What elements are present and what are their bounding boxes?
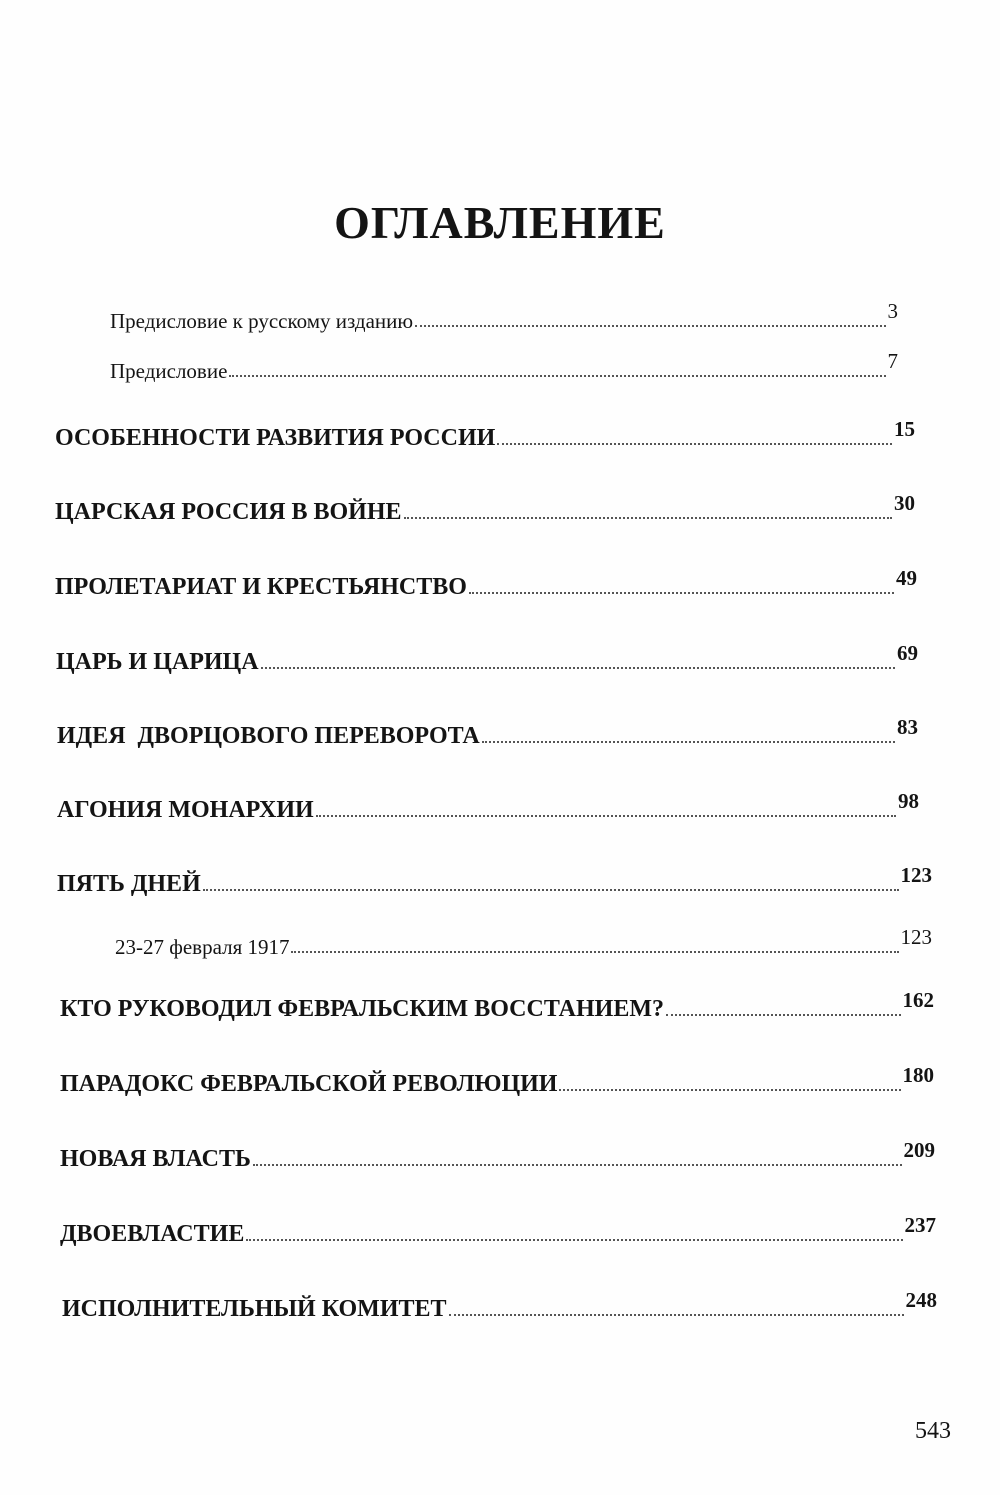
toc-entry bbox=[60, 989, 934, 1023]
toc-entry-label: Предисловие к русскому изданию bbox=[110, 309, 414, 333]
dot-leader bbox=[469, 592, 894, 594]
dot-leader bbox=[316, 815, 896, 817]
toc-entry-page: 237 bbox=[904, 1213, 936, 1237]
toc-entry-page: 83 bbox=[897, 715, 918, 739]
dot-leader bbox=[261, 667, 895, 669]
toc-entry-label: ПЯТЬ ДНЕЙ bbox=[57, 871, 201, 897]
toc-entry-page: 209 bbox=[903, 1138, 935, 1162]
toc-entry bbox=[57, 790, 919, 824]
dot-leader bbox=[559, 1089, 900, 1091]
toc-entry bbox=[55, 492, 915, 526]
toc-entry-page: 248 bbox=[905, 1288, 937, 1312]
page-title: ОГЛАВЛЕНИЕ bbox=[334, 197, 666, 248]
toc-entry-page: 3 bbox=[887, 299, 898, 323]
dot-leader bbox=[203, 889, 899, 891]
toc-entry-label: АГОНИЯ МОНАРХИИ bbox=[57, 797, 314, 823]
toc-entry-label: ЦАРЬ И ЦАРИЦА bbox=[56, 649, 259, 675]
toc-entry bbox=[55, 418, 915, 452]
toc-entry-page: 49 bbox=[896, 566, 917, 590]
toc-entry bbox=[55, 567, 917, 601]
toc-entry-label: КТО РУКОВОДИЛ ФЕВРАЛЬСКИМ ВОССТАНИЕМ? bbox=[60, 996, 664, 1022]
toc-entry bbox=[56, 642, 918, 676]
dot-leader bbox=[404, 517, 892, 519]
toc-entry-page: 30 bbox=[894, 491, 915, 515]
dot-leader bbox=[246, 1239, 902, 1241]
toc-entry-page: 69 bbox=[897, 641, 918, 665]
dot-leader bbox=[291, 951, 898, 953]
toc-entry-label: Предисловие bbox=[110, 359, 228, 383]
toc-entry-page: 7 bbox=[887, 349, 898, 373]
dot-leader bbox=[666, 1014, 901, 1016]
toc-entry bbox=[57, 864, 932, 898]
toc-entry-label: НОВАЯ ВЛАСТЬ bbox=[60, 1146, 251, 1172]
toc-entry-label: ПАРАДОКС ФЕВРАЛЬСКОЙ РЕВОЛЮЦИИ bbox=[60, 1071, 558, 1097]
dot-leader bbox=[253, 1164, 902, 1166]
toc-entry bbox=[110, 300, 898, 334]
dot-leader bbox=[497, 443, 892, 445]
toc-entry-label: 23-27 февраля 1917 bbox=[115, 935, 290, 959]
dot-leader bbox=[449, 1314, 904, 1316]
toc-entry bbox=[110, 350, 898, 384]
toc-entry-label: ЦАРСКАЯ РОССИЯ В ВОЙНЕ bbox=[55, 499, 402, 525]
toc-entry-label: ОСОБЕННОСТИ РАЗВИТИЯ РОССИИ bbox=[55, 425, 496, 451]
page-number: 543 bbox=[915, 1418, 951, 1444]
toc-entry-page: 162 bbox=[902, 988, 934, 1012]
toc-entry-page: 98 bbox=[898, 789, 919, 813]
toc-entry-label: ИСПОЛНИТЕЛЬНЫЙ КОМИТЕТ bbox=[62, 1296, 447, 1322]
toc-entry-page: 123 bbox=[900, 925, 932, 949]
toc-entry-label: ПРОЛЕТАРИАТ И КРЕСТЬЯНСТВО bbox=[55, 574, 467, 600]
toc-entry bbox=[60, 1214, 936, 1248]
toc-entry-page: 123 bbox=[900, 863, 932, 887]
dot-leader bbox=[415, 325, 885, 327]
dot-leader bbox=[229, 375, 885, 377]
toc-entry bbox=[60, 1064, 934, 1098]
toc-entry-label: ИДЕЯ ДВОРЦОВОГО ПЕРЕВОРОТА bbox=[57, 723, 480, 749]
dot-leader bbox=[482, 741, 895, 743]
toc-entry-page: 180 bbox=[902, 1063, 934, 1087]
toc-entry-page: 15 bbox=[894, 417, 915, 441]
toc-entry bbox=[60, 1139, 935, 1173]
toc-entry bbox=[115, 926, 932, 960]
toc-entry bbox=[62, 1289, 937, 1323]
toc-entry bbox=[57, 716, 918, 750]
toc-entry-label: ДВОЕВЛАСТИЕ bbox=[60, 1221, 245, 1247]
